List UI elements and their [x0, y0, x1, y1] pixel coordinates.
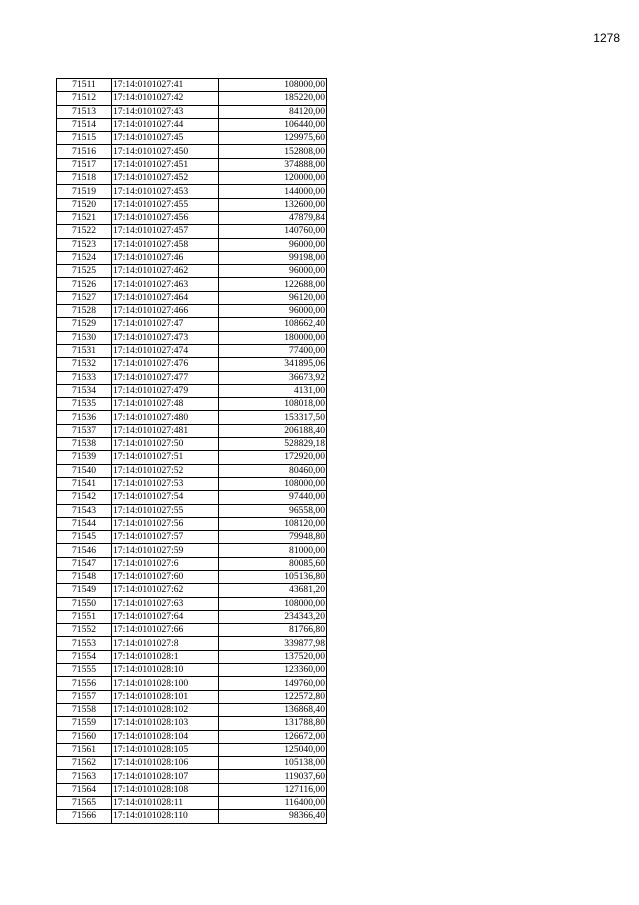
- page-number: 1278: [593, 31, 620, 45]
- table-body: [57, 79, 327, 824]
- cadastral-number-cell: 17:14:0101027:473: [112, 331, 219, 344]
- row-number-cell: 71523: [57, 238, 112, 251]
- row-number-cell: 71551: [57, 610, 112, 623]
- table-row: [57, 265, 327, 278]
- cadastral-value-cell: 122572,80: [219, 690, 327, 703]
- table-row: [57, 331, 327, 344]
- row-number-cell: 71552: [57, 624, 112, 637]
- cadastral-value-cell: 374888,00: [219, 158, 327, 171]
- table-row: [57, 92, 327, 105]
- cadastral-value-cell: 105136,80: [219, 570, 327, 583]
- cadastral-number-cell: 17:14:0101027:41: [112, 79, 219, 92]
- table-row: [57, 424, 327, 437]
- cadastral-value-cell: 137520,00: [219, 650, 327, 663]
- table-row: [57, 491, 327, 504]
- table-row: [57, 624, 327, 637]
- cadastral-number-cell: 17:14:0101027:46: [112, 251, 219, 264]
- cadastral-number-cell: 17:14:0101027:50: [112, 438, 219, 451]
- cadastral-number-cell: 17:14:0101027:463: [112, 278, 219, 291]
- row-number-cell: 71517: [57, 158, 112, 171]
- cadastral-number-cell: 17:14:0101027:457: [112, 225, 219, 238]
- row-number-cell: 71562: [57, 757, 112, 770]
- row-number-cell: 71564: [57, 783, 112, 796]
- table-row: [57, 132, 327, 145]
- cadastral-value-cell: 84120,00: [219, 105, 327, 118]
- cadastral-value-cell: 116400,00: [219, 797, 327, 810]
- row-number-cell: 71529: [57, 318, 112, 331]
- row-number-cell: 71566: [57, 810, 112, 823]
- table-row: [57, 637, 327, 650]
- row-number-cell: 71525: [57, 265, 112, 278]
- row-number-cell: 71543: [57, 504, 112, 517]
- cadastral-number-cell: 17:14:0101027:455: [112, 198, 219, 211]
- cadastral-value-table: [56, 78, 327, 824]
- cadastral-value-cell: 528829,18: [219, 438, 327, 451]
- cadastral-value-cell: 81000,00: [219, 544, 327, 557]
- cadastral-number-cell: 17:14:0101027:464: [112, 291, 219, 304]
- cadastral-value-cell: 4131,00: [219, 384, 327, 397]
- row-number-cell: 71555: [57, 664, 112, 677]
- row-number-cell: 71511: [57, 79, 112, 92]
- cadastral-number-cell: 17:14:0101027:458: [112, 238, 219, 251]
- cadastral-value-cell: 80460,00: [219, 464, 327, 477]
- table-row: [57, 384, 327, 397]
- cadastral-value-cell: 81766,80: [219, 624, 327, 637]
- cadastral-value-cell: 341895,06: [219, 358, 327, 371]
- table-row: [57, 158, 327, 171]
- table-row: [57, 810, 327, 823]
- table-row: [57, 730, 327, 743]
- row-number-cell: 71512: [57, 92, 112, 105]
- row-number-cell: 71524: [57, 251, 112, 264]
- cadastral-value-cell: 36673,92: [219, 371, 327, 384]
- row-number-cell: 71515: [57, 132, 112, 145]
- table-row: [57, 105, 327, 118]
- cadastral-value-cell: 108000,00: [219, 477, 327, 490]
- cadastral-value-cell: 140760,00: [219, 225, 327, 238]
- cadastral-value-cell: 108662,40: [219, 318, 327, 331]
- row-number-cell: 71542: [57, 491, 112, 504]
- cadastral-number-cell: 17:14:0101027:476: [112, 358, 219, 371]
- cadastral-number-cell: 17:14:0101028:11: [112, 797, 219, 810]
- table-row: [57, 145, 327, 158]
- cadastral-number-cell: 17:14:0101028:10: [112, 664, 219, 677]
- table-row: [57, 743, 327, 756]
- cadastral-number-cell: 17:14:0101027:43: [112, 105, 219, 118]
- cadastral-number-cell: 17:14:0101027:51: [112, 451, 219, 464]
- cadastral-value-cell: 105138,00: [219, 757, 327, 770]
- cadastral-value-cell: 108120,00: [219, 517, 327, 530]
- cadastral-value-cell: 108000,00: [219, 79, 327, 92]
- cadastral-number-cell: 17:14:0101027:57: [112, 531, 219, 544]
- row-number-cell: 71558: [57, 703, 112, 716]
- cadastral-value-cell: 120000,00: [219, 172, 327, 185]
- cadastral-number-cell: 17:14:0101027:474: [112, 344, 219, 357]
- table-row: [57, 531, 327, 544]
- cadastral-number-cell: 17:14:0101028:100: [112, 677, 219, 690]
- table-row: [57, 504, 327, 517]
- table-row: [57, 690, 327, 703]
- row-number-cell: 71557: [57, 690, 112, 703]
- cadastral-value-cell: 206188,40: [219, 424, 327, 437]
- cadastral-value-cell: 185220,00: [219, 92, 327, 105]
- cadastral-value-cell: 126672,00: [219, 730, 327, 743]
- table-row: [57, 570, 327, 583]
- row-number-cell: 71533: [57, 371, 112, 384]
- row-number-cell: 71561: [57, 743, 112, 756]
- cadastral-number-cell: 17:14:0101027:477: [112, 371, 219, 384]
- table-row: [57, 172, 327, 185]
- cadastral-number-cell: 17:14:0101027:45: [112, 132, 219, 145]
- cadastral-number-cell: 17:14:0101027:462: [112, 265, 219, 278]
- cadastral-number-cell: 17:14:0101027:453: [112, 185, 219, 198]
- table-row: [57, 251, 327, 264]
- row-number-cell: 71547: [57, 557, 112, 570]
- row-number-cell: 71538: [57, 438, 112, 451]
- cadastral-value-cell: 47879,84: [219, 211, 327, 224]
- cadastral-value-cell: 108000,00: [219, 597, 327, 610]
- cadastral-value-cell: 98366,40: [219, 810, 327, 823]
- row-number-cell: 71563: [57, 770, 112, 783]
- cadastral-value-cell: 96000,00: [219, 265, 327, 278]
- cadastral-number-cell: 17:14:0101027:63: [112, 597, 219, 610]
- cadastral-number-cell: 17:14:0101027:481: [112, 424, 219, 437]
- row-number-cell: 71539: [57, 451, 112, 464]
- row-number-cell: 71530: [57, 331, 112, 344]
- table-row: [57, 198, 327, 211]
- row-number-cell: 71554: [57, 650, 112, 663]
- row-number-cell: 71516: [57, 145, 112, 158]
- table-row: [57, 238, 327, 251]
- cadastral-value-cell: 129975,60: [219, 132, 327, 145]
- table-row: [57, 225, 327, 238]
- cadastral-number-cell: 17:14:0101027:62: [112, 584, 219, 597]
- cadastral-value-cell: 144000,00: [219, 185, 327, 198]
- cadastral-value-cell: 96000,00: [219, 305, 327, 318]
- cadastral-value-cell: 79948,80: [219, 531, 327, 544]
- cadastral-number-cell: 17:14:0101027:456: [112, 211, 219, 224]
- table-row: [57, 783, 327, 796]
- cadastral-number-cell: 17:14:0101027:451: [112, 158, 219, 171]
- cadastral-number-cell: 17:14:0101027:47: [112, 318, 219, 331]
- table-row: [57, 584, 327, 597]
- table-row: [57, 464, 327, 477]
- table-row: [57, 438, 327, 451]
- cadastral-number-cell: 17:14:0101027:44: [112, 118, 219, 131]
- cadastral-value-cell: 77400,00: [219, 344, 327, 357]
- row-number-cell: 71537: [57, 424, 112, 437]
- cadastral-number-cell: 17:14:0101027:60: [112, 570, 219, 583]
- table-row: [57, 305, 327, 318]
- cadastral-number-cell: 17:14:0101028:102: [112, 703, 219, 716]
- row-number-cell: 71518: [57, 172, 112, 185]
- table-row: [57, 664, 327, 677]
- row-number-cell: 71545: [57, 531, 112, 544]
- row-number-cell: 71559: [57, 717, 112, 730]
- table-row: [57, 757, 327, 770]
- cadastral-value-cell: 96000,00: [219, 238, 327, 251]
- cadastral-value-cell: 96558,00: [219, 504, 327, 517]
- cadastral-number-cell: 17:14:0101028:106: [112, 757, 219, 770]
- row-number-cell: 71556: [57, 677, 112, 690]
- table-row: [57, 770, 327, 783]
- cadastral-number-cell: 17:14:0101027:452: [112, 172, 219, 185]
- cadastral-value-cell: 125040,00: [219, 743, 327, 756]
- cadastral-value-cell: 108018,00: [219, 398, 327, 411]
- table-row: [57, 291, 327, 304]
- cadastral-number-cell: 17:14:0101028:104: [112, 730, 219, 743]
- cadastral-number-cell: 17:14:0101027:6: [112, 557, 219, 570]
- row-number-cell: 71532: [57, 358, 112, 371]
- row-number-cell: 71536: [57, 411, 112, 424]
- row-number-cell: 71548: [57, 570, 112, 583]
- row-number-cell: 71540: [57, 464, 112, 477]
- row-number-cell: 71544: [57, 517, 112, 530]
- cadastral-number-cell: 17:14:0101028:105: [112, 743, 219, 756]
- row-number-cell: 71521: [57, 211, 112, 224]
- cadastral-value-cell: 96120,00: [219, 291, 327, 304]
- cadastral-value-cell: 180000,00: [219, 331, 327, 344]
- cadastral-number-cell: 17:14:0101027:466: [112, 305, 219, 318]
- table-row: [57, 610, 327, 623]
- table-row: [57, 358, 327, 371]
- row-number-cell: 71565: [57, 797, 112, 810]
- cadastral-value-cell: 339877,98: [219, 637, 327, 650]
- cadastral-value-cell: 131788,80: [219, 717, 327, 730]
- cadastral-number-cell: 17:14:0101028:108: [112, 783, 219, 796]
- cadastral-number-cell: 17:14:0101027:8: [112, 637, 219, 650]
- row-number-cell: 71553: [57, 637, 112, 650]
- row-number-cell: 71550: [57, 597, 112, 610]
- table-row: [57, 597, 327, 610]
- cadastral-number-cell: 17:14:0101028:101: [112, 690, 219, 703]
- cadastral-value-cell: 153317,50: [219, 411, 327, 424]
- cadastral-value-cell: 106440,00: [219, 118, 327, 131]
- row-number-cell: 71546: [57, 544, 112, 557]
- table-row: [57, 517, 327, 530]
- cadastral-number-cell: 17:14:0101028:103: [112, 717, 219, 730]
- cadastral-value-cell: 119037,60: [219, 770, 327, 783]
- table-row: [57, 557, 327, 570]
- cadastral-value-cell: 80085,60: [219, 557, 327, 570]
- table-row: [57, 318, 327, 331]
- row-number-cell: 71513: [57, 105, 112, 118]
- row-number-cell: 71528: [57, 305, 112, 318]
- cadastral-value-cell: 122688,00: [219, 278, 327, 291]
- row-number-cell: 71520: [57, 198, 112, 211]
- cadastral-value-cell: 149760,00: [219, 677, 327, 690]
- cadastral-number-cell: 17:14:0101027:42: [112, 92, 219, 105]
- cadastral-value-cell: 132600,00: [219, 198, 327, 211]
- cadastral-number-cell: 17:14:0101028:1: [112, 650, 219, 663]
- cadastral-number-cell: 17:14:0101027:480: [112, 411, 219, 424]
- cadastral-number-cell: 17:14:0101028:107: [112, 770, 219, 783]
- cadastral-number-cell: 17:14:0101027:56: [112, 517, 219, 530]
- row-number-cell: 71514: [57, 118, 112, 131]
- cadastral-number-cell: 17:14:0101027:479: [112, 384, 219, 397]
- cadastral-number-cell: 17:14:0101027:64: [112, 610, 219, 623]
- table-row: [57, 278, 327, 291]
- table-row: [57, 544, 327, 557]
- cadastral-value-cell: 99198,00: [219, 251, 327, 264]
- table-row: [57, 703, 327, 716]
- row-number-cell: 71534: [57, 384, 112, 397]
- cadastral-number-cell: 17:14:0101027:59: [112, 544, 219, 557]
- cadastral-value-cell: 136868,40: [219, 703, 327, 716]
- cadastral-number-cell: 17:14:0101027:52: [112, 464, 219, 477]
- row-number-cell: 71527: [57, 291, 112, 304]
- table-row: [57, 411, 327, 424]
- cadastral-number-cell: 17:14:0101027:48: [112, 398, 219, 411]
- table-row: [57, 371, 327, 384]
- cadastral-value-cell: 97440,00: [219, 491, 327, 504]
- table-row: [57, 650, 327, 663]
- table-row: [57, 118, 327, 131]
- table-row: [57, 211, 327, 224]
- row-number-cell: 71526: [57, 278, 112, 291]
- table-row: [57, 344, 327, 357]
- table-row: [57, 717, 327, 730]
- cadastral-number-cell: 17:14:0101027:450: [112, 145, 219, 158]
- table-row: [57, 185, 327, 198]
- table-row: [57, 477, 327, 490]
- cadastral-number-cell: 17:14:0101027:55: [112, 504, 219, 517]
- cadastral-number-cell: 17:14:0101027:66: [112, 624, 219, 637]
- row-number-cell: 71531: [57, 344, 112, 357]
- row-number-cell: 71549: [57, 584, 112, 597]
- row-number-cell: 71519: [57, 185, 112, 198]
- cadastral-value-cell: 43681,20: [219, 584, 327, 597]
- cadastral-value-cell: 127116,00: [219, 783, 327, 796]
- cadastral-number-cell: 17:14:0101027:54: [112, 491, 219, 504]
- row-number-cell: 71535: [57, 398, 112, 411]
- row-number-cell: 71541: [57, 477, 112, 490]
- cadastral-value-cell: 152808,00: [219, 145, 327, 158]
- table-row: [57, 79, 327, 92]
- table-row: [57, 451, 327, 464]
- row-number-cell: 71560: [57, 730, 112, 743]
- cadastral-value-cell: 123360,00: [219, 664, 327, 677]
- cadastral-value-cell: 234343,20: [219, 610, 327, 623]
- row-number-cell: 71522: [57, 225, 112, 238]
- cadastral-number-cell: 17:14:0101027:53: [112, 477, 219, 490]
- table-row: [57, 398, 327, 411]
- table-row: [57, 797, 327, 810]
- cadastral-value-cell: 172920,00: [219, 451, 327, 464]
- table-row: [57, 677, 327, 690]
- cadastral-number-cell: 17:14:0101028:110: [112, 810, 219, 823]
